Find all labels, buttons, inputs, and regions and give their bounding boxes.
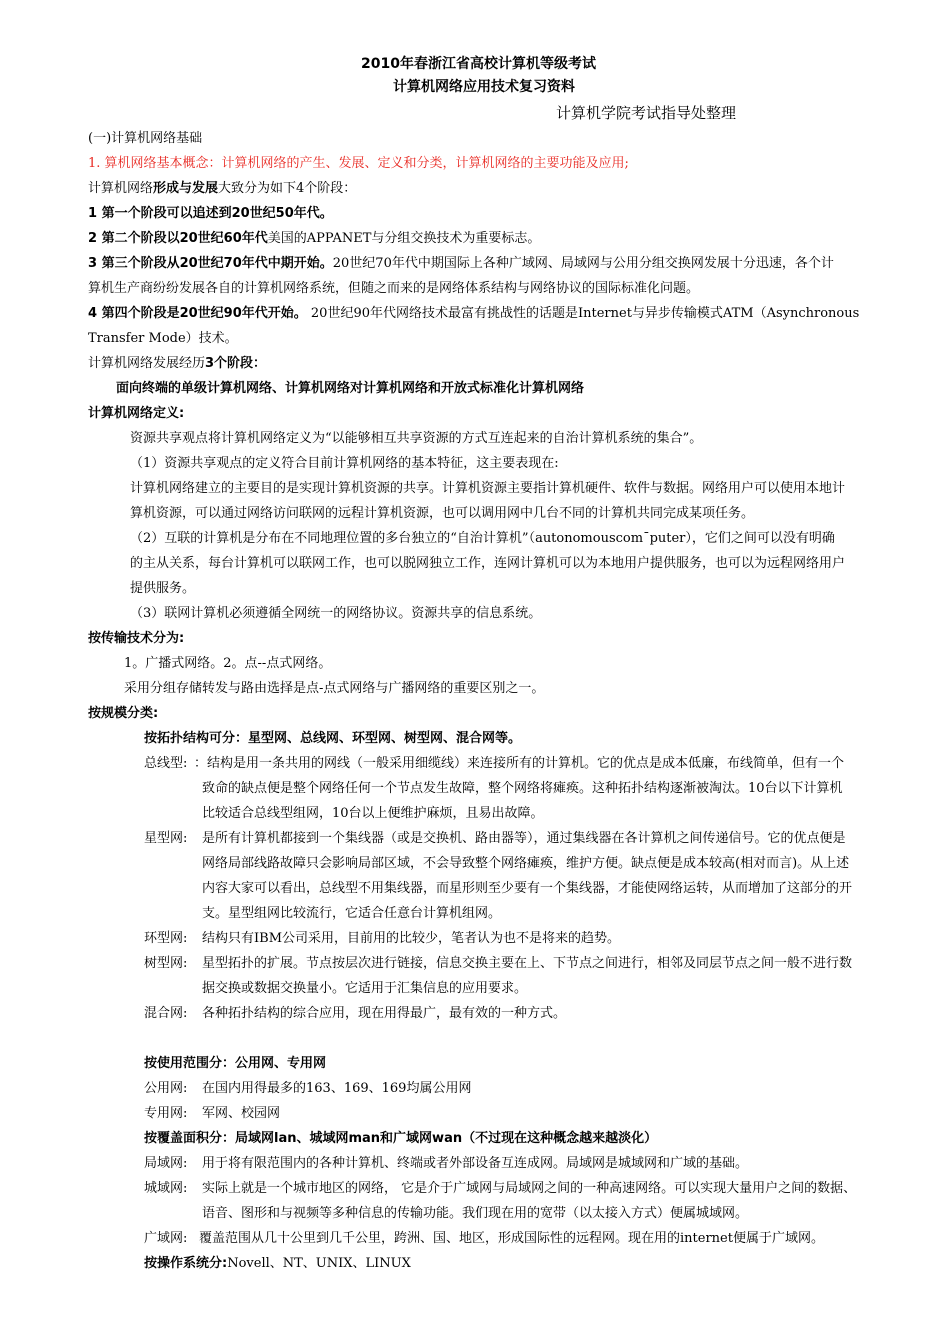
stage-3-text: 20世纪70年代中期国际上各种广域网、局域网与公用分组交换网发展十分迅速，各个计	[332, 256, 834, 271]
mixed-label: 混合网:	[144, 1006, 188, 1021]
public-line: 在国内用得最多的163、169、169均属公用网	[202, 1081, 472, 1096]
ring-line-1: 结构只有IBM公司采用，目前用的比较少，笔者认为也不是将来的趋势。	[202, 931, 620, 946]
section-heading: (一)计算机网络基础	[88, 131, 203, 146]
man-label: 城域网:	[144, 1181, 188, 1196]
definition-point-1-b: 算机资源，可以通过网络访问联网的远程计算机资源，也可以调用网中几台不同的计算机共同完成某项任务。	[130, 506, 755, 521]
ring-label: 环型网:	[144, 931, 188, 946]
lan-line: 用于将有限范围内的各种计算机、终端或者外部设备互连成网。局域网是城域网和广域的基础。	[202, 1156, 749, 1171]
topology-heading: 按拓扑结构可分：星型网、总线网、环型网、树型网、混合网等。	[144, 731, 522, 746]
stage-4-cont: Transfer Mode）技术。	[88, 331, 238, 346]
scale-heading: 按规模分类:	[88, 706, 159, 721]
stage-1: 1 第一个阶段可以追述到20世纪50年代。	[88, 206, 333, 221]
tree-line-1: 星型拓扑的扩展。节点按层次进行链接，信息交换主要在上、下节点之间进行，相邻及同层节点之间一般不进行数	[202, 956, 853, 971]
doc-subtitle: 计算机网络应用技术复习资料	[393, 79, 575, 95]
doc-title: 2010年春浙江省高校计算机等级考试	[361, 56, 596, 72]
os-heading: 按操作系统分:	[144, 1256, 228, 1271]
tree-label: 树型网:	[144, 956, 188, 971]
definition-point-2-c: 提供服务。	[130, 581, 196, 596]
star-line-1: 是所有计算机都接到一个集线器（或是交换机、路由器等），通过集线器在各计算机之间传递信号。它的优点便是	[202, 831, 846, 846]
star-label: 星型网:	[144, 831, 188, 846]
stages-intro	[88, 181, 356, 197]
definition-point-3: （3）联网计算机必须遵循全网统一的网络协议。资源共享的信息系统。	[130, 606, 542, 621]
stage-2-text: 美国的APPANET与分组交换技术为重要标志。	[267, 231, 541, 246]
stage-4-text: 20世纪90年代网络技术最富有挑战性的话题是Internet与异步传输模式ATM（Asynchronous	[306, 306, 860, 321]
lan-label: 局域网:	[144, 1156, 188, 1171]
definition-point-2-a: （2）互联的计算机是分布在不同地理位置的多台独立的“自治计算机”（autonomouscom¯puter），它们之间可以没有明确	[130, 531, 835, 546]
bus-line-3: 比较适合总线型组网，10台以上便维护麻烦，且易出故障。	[202, 806, 544, 821]
os-line	[144, 1256, 411, 1272]
stage-4-bold: 4 第四个阶段是20世纪90年代开始。	[88, 306, 307, 321]
definition-point-2-b: 的主从关系，每台计算机可以联网工作，也可以脱网独立工作，连网计算机可以为本地用户提供服务，也可以为远程网络用户	[130, 556, 846, 571]
stage-4	[88, 306, 859, 322]
definition-point-1-a: 计算机网络建立的主要目的是实现计算机资源的共享。计算机资源主要指计算机硬件、软件与数据。网络用户可以使用本地计	[130, 481, 846, 496]
definition-heading: 计算机网络定义:	[88, 406, 185, 421]
bus-line-1: ：结构是用一条共用的网线（一般采用细缆线）来连接所有的计算机。它的优点是成本低廉，布线简单，但有一个	[194, 756, 845, 771]
three-stages	[88, 356, 266, 372]
private-line: 军网、校园网	[202, 1106, 281, 1121]
stage-3	[88, 256, 834, 272]
star-line-4: 支。星型组网比较流行，它适合任意台计算机组网。	[202, 906, 502, 921]
stage-3-cont: 算机生产商纷纷发展各自的计算机网络系统，但随之而来的是网络体系结构与网络协议的国际标准化问题。	[88, 281, 700, 296]
definition-point-1: （1）资源共享观点的定义符合目前计算机网络的基本特征，这主要表现在:	[130, 456, 559, 471]
public-label: 公用网:	[144, 1081, 188, 1096]
stage-2-bold: 2 第二个阶段以20世纪60年代	[88, 231, 268, 246]
stage-2	[88, 231, 540, 247]
transmission-line-2: 采用分组存储转发与路由选择是点-点式网络与广播网络的重要区别之一。	[124, 681, 545, 696]
man-line-2: 语音、图形和与视频等多种信息的传输功能。我们现在用的宽带（以太接入方式）便属城域网。	[202, 1206, 749, 1221]
private-label: 专用网:	[144, 1106, 188, 1121]
definition-line: 资源共享观点将计算机网络定义为“以能够相互共享资源的方式互连起来的自治计算机系统的集合”。	[130, 431, 703, 446]
transmission-line-1: 1。广播式网络。2。点--点式网络。	[124, 656, 332, 671]
stages-intro-b: 形成与发展	[153, 181, 219, 196]
star-line-2: 网络局部线路故障只会影响局部区域，不会导致整个网络瘫痪，维护方便。缺点便是成本较高(相对而言)。从上述	[202, 856, 850, 871]
man-line-1: 实际上就是一个城市地区的网络， 它是介于广域网与局域网之间的一种高速网络。可以实现大量用户之间的数据、	[202, 1181, 857, 1196]
three-stages-list: 面向终端的单级计算机网络、计算机网络对计算机网络和开放式标准化计算机网络	[116, 381, 585, 396]
three-stages-a: 计算机网络发展经历	[88, 356, 206, 371]
stages-intro-a: 计算机网络	[88, 181, 154, 196]
three-stages-b: 3个阶段：	[205, 356, 267, 371]
os-list: Novell、NT、UNIX、LINUX	[227, 1256, 411, 1271]
stage-3-bold: 3 第三个阶段从20世纪70年代中期开始。	[88, 256, 333, 271]
tree-line-2: 据交换或数据交换量小。它适用于汇集信息的应用要求。	[202, 981, 528, 996]
transmission-heading: 按传输技术分为:	[88, 631, 185, 646]
stages-intro-c: 大致分为如下4个阶段：	[218, 181, 357, 196]
star-line-3: 内容大家可以看出，总线型不用集线器，而星形则至少要有一个集线器，才能使网络运转，从而增加了这部分的开	[202, 881, 853, 896]
mixed-line-1: 各种拓扑结构的综合应用，现在用得最广，最有效的一种方式。	[202, 1006, 567, 1021]
usage-heading: 按使用范围分：公用网、专用网	[144, 1056, 327, 1071]
wan-line: 覆盖范围从几十公里到几千公里，跨洲、国、地区，形成国际性的远程网。现在用的internet便属于广域网。	[199, 1231, 824, 1246]
coverage-heading: 按覆盖面积分：局域网lan、城域网man和广域网wan（不过现在这种概念越来越淡化）	[144, 1131, 658, 1146]
bus-line-2: 致命的缺点便是整个网络任何一个节点发生故障，整个网络将瘫痪。这种拓扑结构逐渐被淘汰。10台以下计算机	[202, 781, 843, 796]
wan-label: 广域网:	[144, 1231, 188, 1246]
red-topic-line: 1. 算机网络基本概念：计算机网络的产生、发展、定义和分类，计算机网络的主要功能及应用;	[88, 156, 629, 171]
doc-org: 计算机学院考试指导处整理	[556, 104, 737, 122]
bus-label: 总线型:	[144, 756, 188, 771]
